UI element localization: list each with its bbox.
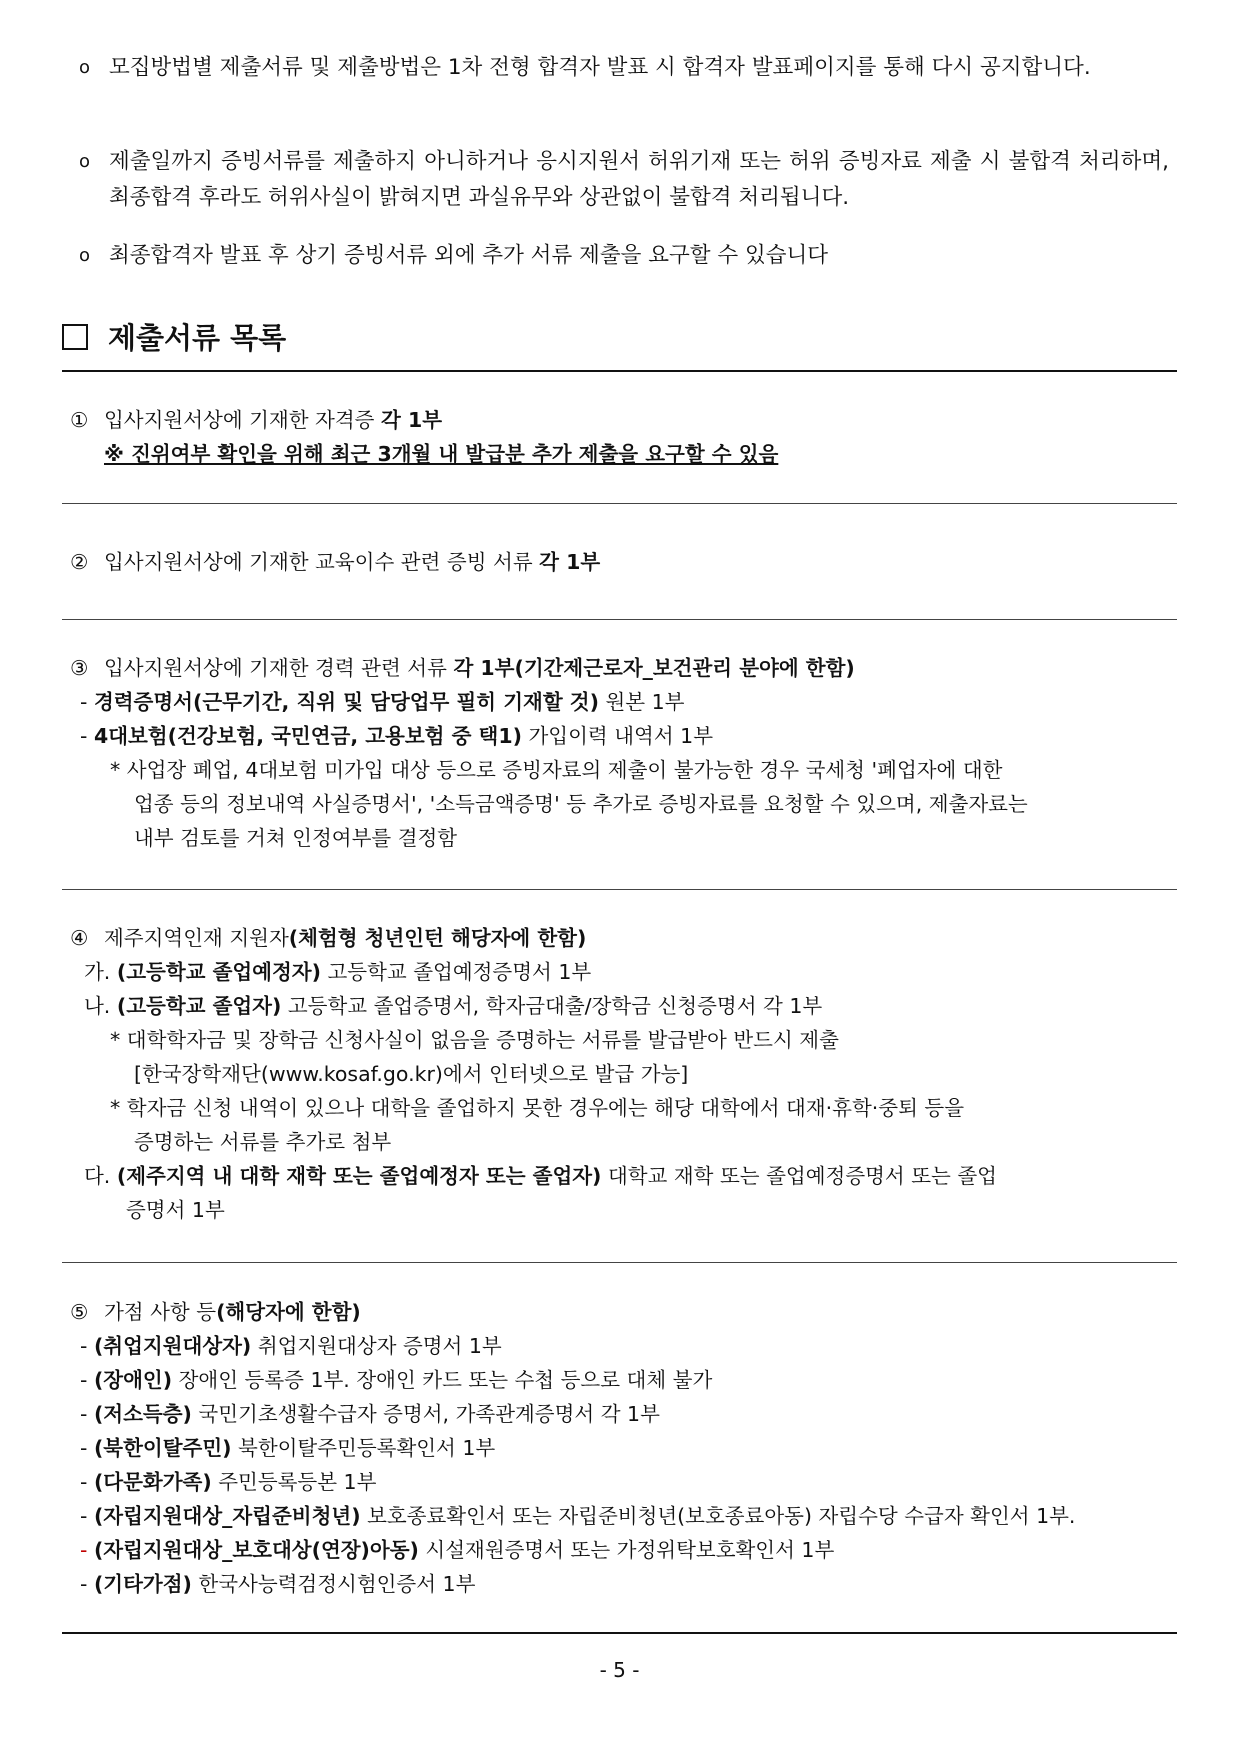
bonus-category: (북한이탈주민) [93, 1436, 232, 1460]
bonus-category: (저소득층) [93, 1402, 192, 1426]
bonus-document: 국민기초생활수급자 증명서, 가족관계증명서 각 1부 [191, 1402, 660, 1426]
item-number: ② [70, 550, 89, 574]
sub-item-bold: 경력증명서(근무기간, 직위 및 담당업무 필히 기재할 것) [93, 690, 599, 714]
divider [62, 619, 1177, 620]
sub-item-text: 가입이력 내역서 1부 [521, 724, 713, 748]
dash: - [80, 1436, 88, 1460]
star-note-cont: 증명하는 서류를 추가로 첨부 [134, 1130, 392, 1154]
bonus-row [70, 1465, 1170, 1499]
item-bold: 각 1부 [381, 408, 443, 432]
bonus-document: 주민등록등본 1부 [211, 1470, 377, 1494]
notice-bullet: o [79, 57, 91, 78]
bottom-rule [62, 1632, 1177, 1634]
sub-item-bold: (제주지역 내 대학 재학 또는 졸업예정자 또는 졸업자) [116, 1164, 602, 1188]
item-text: 가점 사항 등 [104, 1300, 217, 1324]
bonus-row [70, 1329, 1170, 1363]
bonus-document: 보호종료확인서 또는 자립준비청년(보호종료아동) 자립수당 수급자 확인서 1부. [360, 1504, 1076, 1528]
notice-1 [79, 50, 1169, 86]
bonus-document: 한국사능력검정시험인증서 1부 [191, 1572, 476, 1596]
notice-bullet: o [79, 245, 91, 266]
sub-item-na [70, 989, 1170, 1023]
dash: - [80, 1402, 88, 1426]
sub-item-cont: 증명서 1부 [126, 1198, 225, 1222]
star-note-cont: 업종 등의 정보내역 사실증명서', '소득금액증명' 등 추가로 증빙자료를 요청할 수 있으며, 제출자료는 [134, 792, 1028, 816]
dash: - [80, 690, 88, 714]
dash: - [80, 1470, 88, 1494]
sub-item-da [70, 1159, 1170, 1193]
item-bold: (해당자에 한함) [216, 1300, 361, 1324]
bonus-document: 시설재원증명서 또는 가정위탁보호확인서 1부 [418, 1538, 835, 1562]
star-note: * 사업장 폐업, 4대보험 미가입 대상 등으로 증빙자료의 제출이 불가능한 경우 국세청 '폐업자에 대한 [110, 758, 1003, 782]
star-note-cont: 내부 검토를 거쳐 인정여부를 결정함 [134, 826, 458, 850]
notice-bullet: o [79, 151, 91, 172]
bonus-row [70, 1397, 1170, 1431]
bonus-row [70, 1533, 1170, 1567]
item-2 [70, 545, 1170, 579]
section-title-text: 제출서류 목록 [108, 321, 287, 355]
star-note: * 학자금 신청 내역이 있으나 대학을 졸업하지 못한 경우에는 해당 대학에서 대재·휴학·중퇴 등을 [110, 1096, 964, 1120]
dash: - [80, 724, 88, 748]
bonus-document: 북한이탈주민등록확인서 1부 [231, 1436, 496, 1460]
bonus-document: 장애인 등록증 1부. 장애인 카드 또는 수첩 등으로 대체 불가 [172, 1368, 713, 1392]
sub-label: 가. [84, 960, 111, 984]
item-note: ※ 진위여부 확인을 위해 최근 3개월 내 발급분 추가 제출을 요구할 수 있음 [104, 442, 779, 466]
notice-text: 최종합격자 발표 후 상기 증빙서류 외에 추가 서류 제출을 요구할 수 있습니다 [109, 243, 829, 268]
sub-item [70, 719, 1170, 753]
notice-2 [79, 144, 1169, 216]
item-text: 입사지원서상에 기재한 교육이수 관련 증빙 서류 [104, 550, 540, 574]
star-note: * 대학학자금 및 장학금 신청사실이 없음을 증명하는 서류를 발급받아 반드시 제출 [110, 1028, 839, 1052]
bonus-row [70, 1567, 1170, 1601]
bonus-category: (기타가점) [93, 1572, 192, 1596]
sub-item-ga [70, 955, 1170, 989]
sub-item-bold: 4대보험(건강보험, 국민연금, 고용보험 중 택1) [93, 724, 522, 748]
dash: - [80, 1334, 88, 1358]
bonus-category: (자립지원대상_자립준비청년) [93, 1504, 361, 1528]
notice-text: 모집방법별 제출서류 및 제출방법은 1차 전형 합격자 발표 시 합격자 발표페이지를 통해 다시 공지합니다. [109, 55, 1091, 80]
bonus-row [70, 1431, 1170, 1465]
section-rule [62, 370, 1177, 372]
sub-item [70, 685, 1170, 719]
sub-item-text: 대학교 재학 또는 졸업예정증명서 또는 졸업 [601, 1164, 997, 1188]
bonus-document: 취업지원대상자 증명서 1부 [251, 1334, 502, 1358]
bonus-category: (취업지원대상자) [93, 1334, 252, 1358]
checkbox-square-icon [62, 324, 88, 350]
bonus-category: (장애인) [93, 1368, 173, 1392]
dash: - [80, 1504, 88, 1528]
section-title [62, 316, 286, 357]
item-bold: 각 1부 [539, 550, 601, 574]
item-1 [70, 403, 1170, 471]
item-number: ① [70, 408, 89, 432]
sub-item-text: 고등학교 졸업증명서, 학자금대출/장학금 신청증명서 각 1부 [281, 994, 823, 1018]
dash: - [80, 1572, 88, 1596]
dash: - [80, 1368, 88, 1392]
item-3 [70, 651, 1170, 855]
dash: - [80, 1538, 88, 1562]
item-text: 입사지원서상에 기재한 자격증 [104, 408, 381, 432]
sub-item-text: 원본 1부 [598, 690, 685, 714]
notice-text: 제출일까지 증빙서류를 제출하지 아니하거나 응시지원서 허위기재 또는 허위 증빙자료 제출 시 불합격 처리하며, 최종합격 후라도 허위사실이 밝혀지면 과실유무와 상관없이 불합격 처리됩니다. [109, 149, 1169, 210]
bonus-category: (다문화가족) [93, 1470, 212, 1494]
bonus-row [70, 1363, 1170, 1397]
divider [62, 889, 1177, 890]
divider [62, 503, 1177, 504]
item-number: ⑤ [70, 1300, 89, 1324]
item-number: ③ [70, 656, 89, 680]
item-4 [70, 921, 1170, 1227]
bonus-row [70, 1499, 1170, 1533]
sub-item-bold: (고등학교 졸업예정자) [116, 960, 321, 984]
page-number: - 5 - [599, 1658, 640, 1682]
star-note-cont: [한국장학재단(www.kosaf.go.kr)에서 인터넷으로 발급 가능] [134, 1062, 689, 1086]
notice-3 [79, 238, 1169, 274]
sub-label: 다. [84, 1164, 111, 1188]
divider [62, 1262, 1177, 1263]
item-bold: 각 1부(기간제근로자_보건관리 분야에 한함) [453, 656, 855, 680]
item-text: 입사지원서상에 기재한 경력 관련 서류 [104, 656, 454, 680]
item-number: ④ [70, 926, 89, 950]
sub-label: 나. [84, 994, 111, 1018]
item-bold: (체험형 청년인턴 해당자에 한함) [288, 926, 587, 950]
sub-item-bold: (고등학교 졸업자) [116, 994, 282, 1018]
sub-item-text: 고등학교 졸업예정증명서 1부 [320, 960, 592, 984]
item-5 [70, 1295, 1170, 1601]
bonus-category: (자립지원대상_보호대상(연장)아동) [93, 1538, 419, 1562]
item-text: 제주지역인재 지원자 [104, 926, 289, 950]
document-page [62, 0, 1177, 1752]
